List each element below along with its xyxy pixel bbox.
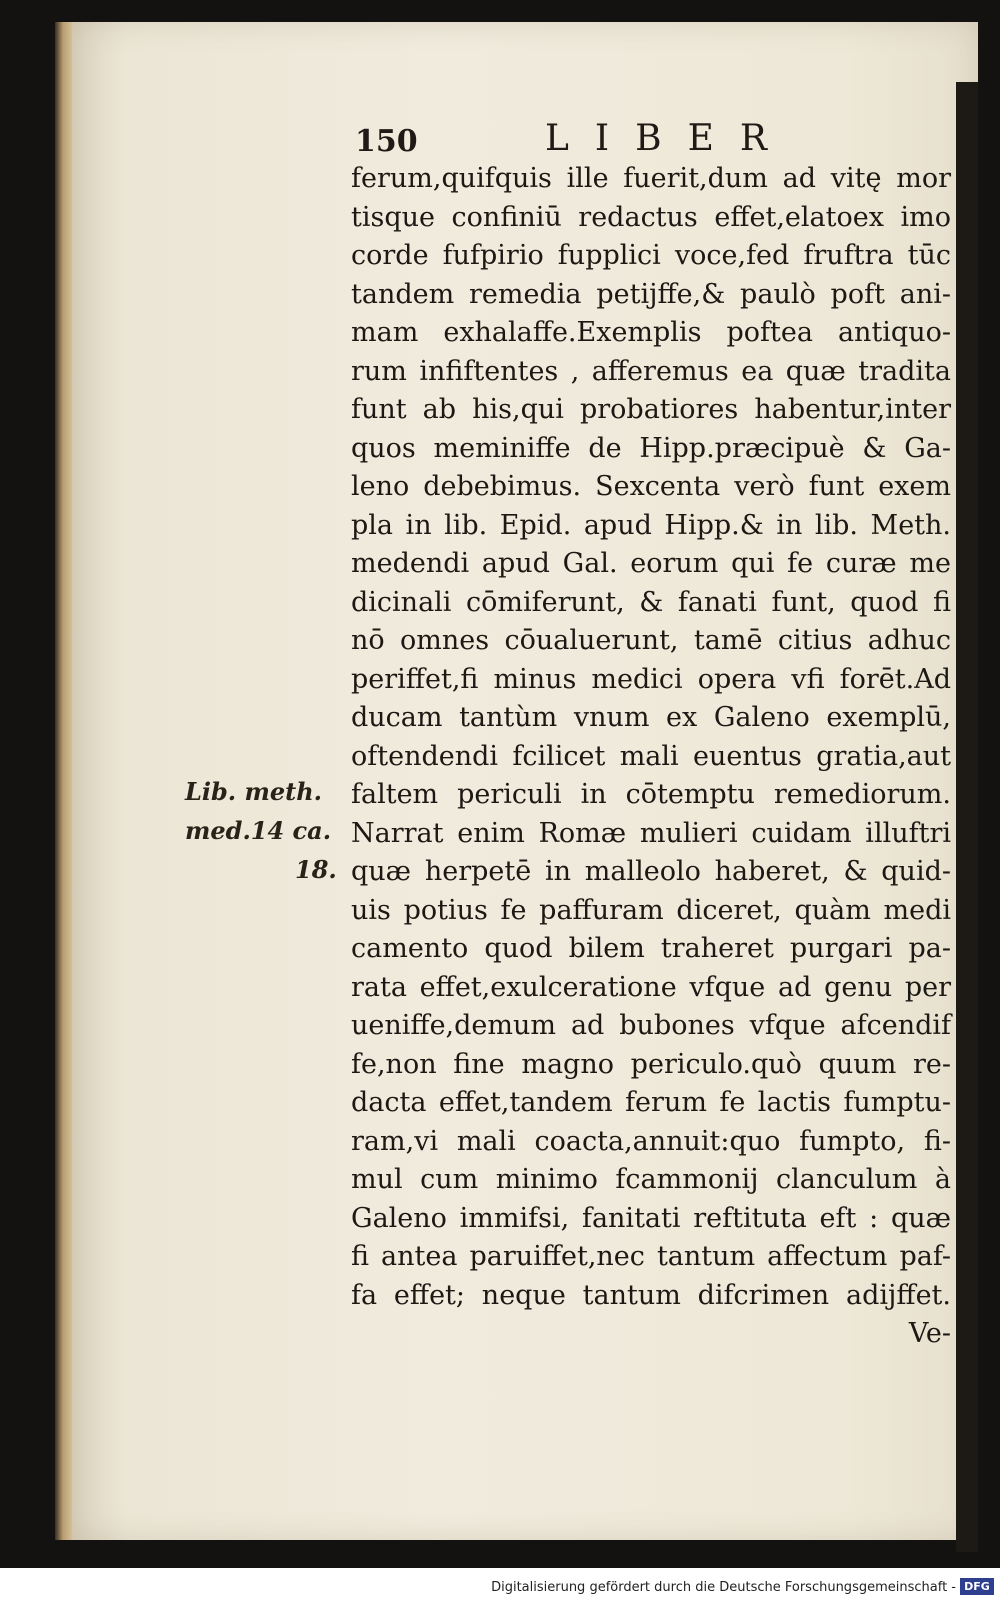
marginal-note-line: 18. [295, 855, 337, 884]
page-number: 150 [355, 124, 418, 159]
text-line: leno debebimus. Sexcenta verò funt exem [351, 471, 951, 502]
page-binding-edge [55, 22, 73, 1540]
page-header [355, 118, 975, 164]
text-line: ducam tantùm vnum ex Galeno exemplū, [351, 702, 951, 733]
marginal-note-line: med.14 ca. [185, 816, 332, 845]
text-line: tandem remedia petijffe,& paulò poft ani- [351, 278, 951, 310]
text-line: rum infiftentes , afferemus ea quæ tradita [351, 355, 951, 387]
text-line: dacta effet,tandem ferum fe lactis fumptu- [351, 1087, 951, 1118]
text-line: oftendendi fcilicet mali euentus gratia,aut [351, 740, 951, 772]
text-line: uis potius fe paffuram diceret, quàm medi [351, 894, 951, 926]
text-line: tisque confiniū redactus effet,elatoex imo [351, 201, 951, 233]
text-line: ueniffe,demum ad bubones vfque afcendif [351, 1010, 951, 1041]
text-line: quæ herpetē in malleolo haberet, & quid- [351, 856, 951, 887]
text-line: ram,vi mali coacta,annuit:quo fumpto, fi- [351, 1125, 951, 1157]
text-line: mam exhalaffe.Exemplis poftea antiquo- [351, 317, 951, 348]
text-line: periffet,fi minus medici opera vfi forēt.Ad [351, 663, 951, 695]
text-line: fe,non fine magno periculo.quò quum re- [351, 1048, 951, 1080]
text-line: faltem periculi in cōtemptu remediorum. [351, 779, 951, 810]
text-line: fi antea paruiffet,nec tantum affectum paf- [351, 1241, 951, 1272]
running-head: LIBER [545, 118, 793, 159]
text-line: medendi apud Gal. eorum qui fe curæ me [351, 548, 951, 579]
text-line: corde fufpirio fupplici voce,fed fruftra tūc [351, 240, 951, 271]
text-line: dicinali cōmiferunt, & fanati funt, quod fi [351, 586, 951, 618]
dfg-logo: DFG [960, 1578, 994, 1595]
text-line: ferum,quifquis ille fuerit,dum ad vitę mor [351, 163, 951, 194]
text-line: fa effet; neque tantum difcrimen adijffet. [351, 1279, 951, 1311]
text-line: rata effet,exulceratione vfque ad genu per [351, 971, 951, 1003]
text-line: mul cum minimo fcammonij clanculum à [351, 1164, 951, 1195]
text-line: pla in lib. Epid. apud Hipp.& in lib. Meth. [351, 509, 951, 541]
text-line: quos meminiffe de Hipp.præcipuè & Ga- [351, 432, 951, 464]
body-text [351, 160, 951, 1354]
scan-right-border [956, 82, 978, 1552]
text-line: funt ab his,qui probatiores habentur,inter [351, 394, 951, 425]
footer-bar [0, 1568, 1000, 1607]
catchword: Ve- [908, 1318, 951, 1349]
marginal-note [185, 772, 335, 889]
text-line: Narrat enim Romæ mulieri cuidam illuftri [351, 817, 951, 849]
text-line: camento quod bilem traheret purgari pa- [351, 933, 951, 964]
marginal-note-line: Lib. meth. [185, 777, 323, 806]
digitization-credit: Digitalisierung gefördert durch die Deutsche Forschungsgemeinschaft - [491, 1580, 956, 1595]
text-line: nō omnes cōualuerunt, tamē citius adhuc [351, 625, 951, 656]
text-line: Galeno immifsi, fanitati reftituta eft : quæ [351, 1202, 951, 1234]
